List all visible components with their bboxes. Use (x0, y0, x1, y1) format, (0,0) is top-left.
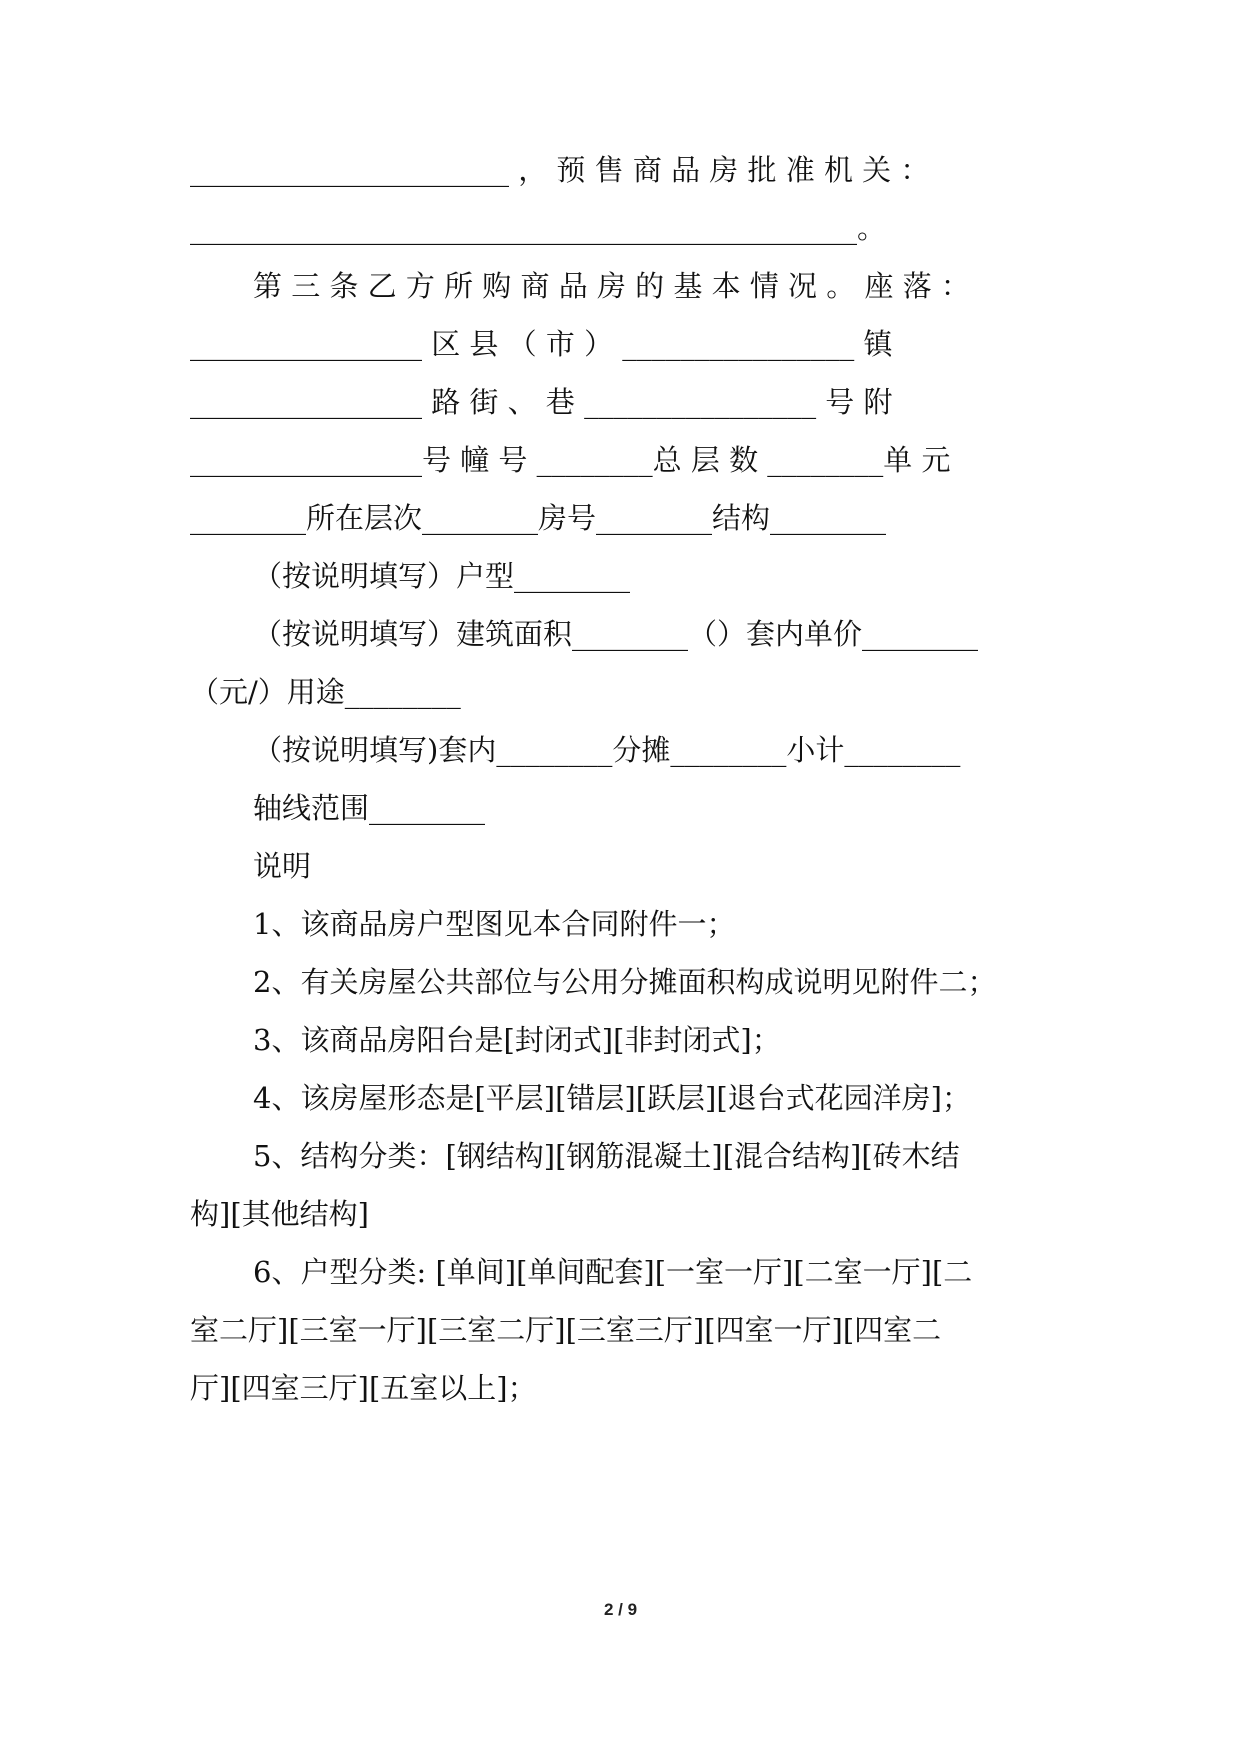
text-line-approval-authority: ______________________ ， 预 售 商 品 房 批 准 机 关 ： (190, 153, 930, 187)
text-line-street: ________________ 路 街 、 巷 ________________ 号 附 (190, 385, 893, 419)
text-line-article-three: 第 三 条 乙 方 所 购 商 品 房 的 基 本 情 况 。 座 落 ： (253, 269, 970, 303)
text-line-note-1: 1、该商品房户型图见本合同附件一； (253, 907, 736, 941)
text-line-notes-heading: 说明 (253, 849, 312, 883)
text-line-blank: ______________________________________________。 (190, 211, 887, 245)
text-line-note-6-cont-1: 室二厅][三室一厅][三室二厅][三室三厅][四室一厅][四室二 (190, 1313, 942, 1347)
text-line-note-5: 5、结构分类：[钢结构][钢筋混凝土][混合结构][砖木结 (253, 1139, 960, 1173)
text-line-unit-type: （按说明填写）户型________ (253, 559, 631, 593)
text-line-note-5-cont: 构][其他结构] (190, 1197, 369, 1231)
text-line-note-3: 3、该商品房阳台是[封闭式][非封闭式]； (253, 1023, 781, 1057)
text-line-note-4: 4、该房屋形态是[平层][错层][跃层][退台式花园洋房]； (253, 1081, 971, 1115)
text-line-district: ________________ 区 县 （ 市 ） ________________ 镇 (190, 327, 893, 361)
text-line-note-6-cont-2: 厅][四室三厅][五室以上]； (190, 1371, 537, 1405)
page-number: 2 / 9 (603, 1600, 638, 1619)
text-line-axis-range: 轴线范围________ (253, 791, 486, 825)
text-line-area-breakdown: （按说明填写)套内________分摊________小计________ (253, 733, 961, 767)
text-line-building: ________________号 幢 号 ________总 层 数 ________单 元 (190, 443, 951, 477)
text-line-usage: （元/）用途________ (190, 675, 461, 709)
text-line-building-area: （按说明填写）建筑面积________（）套内单价________ (253, 617, 979, 651)
text-line-note-6: 6、户型分类: [单间][单间配套][一室一厅][二室一厅][二 (253, 1255, 973, 1289)
text-line-floor-room: ________所在层次________房号________结构________ (190, 501, 887, 535)
text-line-note-2: 2、有关房屋公共部位与公用分摊面积构成说明见附件二； (253, 965, 997, 999)
